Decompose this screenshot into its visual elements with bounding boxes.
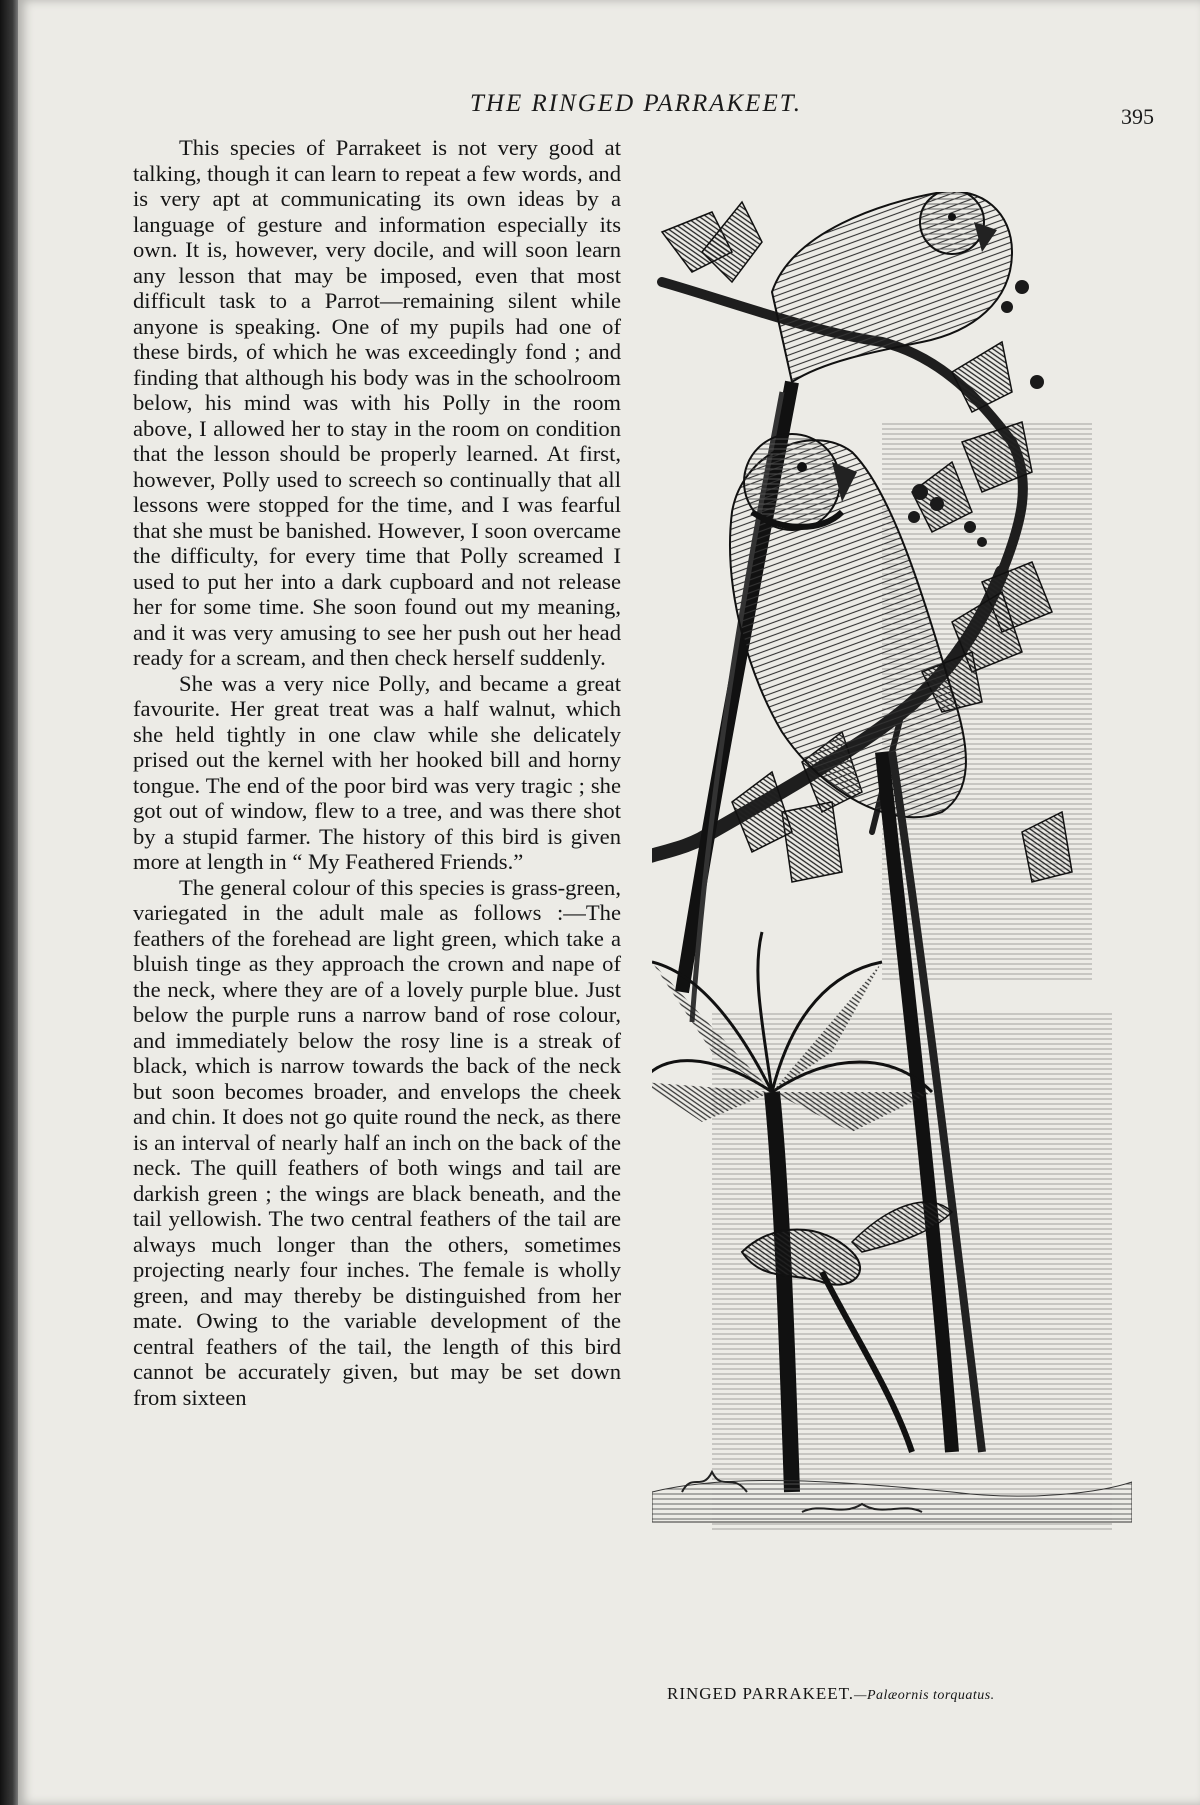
book-spine-shadow: [0, 0, 18, 1805]
figure-caption: [667, 1684, 1137, 1704]
paragraph: She was a very nice Polly, and became a great favourite. Her great treat was a half walnut, which she held tightly in one claw while she delicately prised out the kernel with her hooked bill and horny tongue. The end of the poor bird was very tragic ; she got out of window, flew to a tree, and was there shot by a stupid farmer. The history of this bird is given more at length in “ My Feathered Friends.”: [133, 670, 621, 874]
caption-scientific-name: —Palæornis torquatus.: [854, 1688, 995, 1703]
page-number: 395: [1121, 104, 1154, 129]
paragraph: The general colour of this species is grass-green, variegated in the adult male as follows :—The feathers of the forehead are light green, which take a bluish tinge as they approach the crown and nape of the neck, where they are of a lovely purple blue. Just below the purple runs a narrow band of rose colour, and immediately below the rosy line is a streak of black, which is narrow towards the back of the neck but soon becomes broader, and envelops the cheek and chin. It does not go quite round the neck, as there is an interval of nearly half an inch on the back of the neck. The quill feathers of both wings and tail are darkish green ; the wings are black beneath, and the tail yellowish. The two central feathers of the tail are always much longer than the others, sometimes projecting nearly four inches. The female is wholly green, and may thereby be distinguished from her mate. Owing to the variable development of the central feathers of the tail, the length of this bird cannot be accurately given, but may be set down from sixteen: [133, 874, 621, 1410]
body-text-column: [133, 135, 621, 1410]
running-title: THE RINGED PARRAKEET.: [470, 90, 803, 117]
caption-label: RINGED PARRAKEET.: [667, 1684, 855, 1703]
paragraph: This species of Parrakeet is not very good at talking, though it can learn to repeat a few words, and is very apt at communicating its own ideas by a language of gesture and information especially its own. It is, however, very docile, and will soon learn any lesson that may be imposed, even that most difficult task to a Parrot—remaining silent while anyone is speaking. One of my pupils had one of these birds, of which he was exceedingly fond ; and finding that although his body was in the schoolroom below, his mind was with his Polly in the room above, I allowed her to stay in the room on condition that the lesson should be properly learned. At first, however, Polly used to screech so continually that all lessons were stopped for the time, and I was fearful that she must be banished. However, I soon overcame the difficulty, for every time that Polly screamed I used to put her into a dark cupboard and not release her for some time. She soon found out my meaning, and it was very amusing to see her push out her head ready for a scream, and then check herself suddenly.: [133, 135, 621, 670]
ringed-parrakeet-engraving: [652, 192, 1132, 1692]
